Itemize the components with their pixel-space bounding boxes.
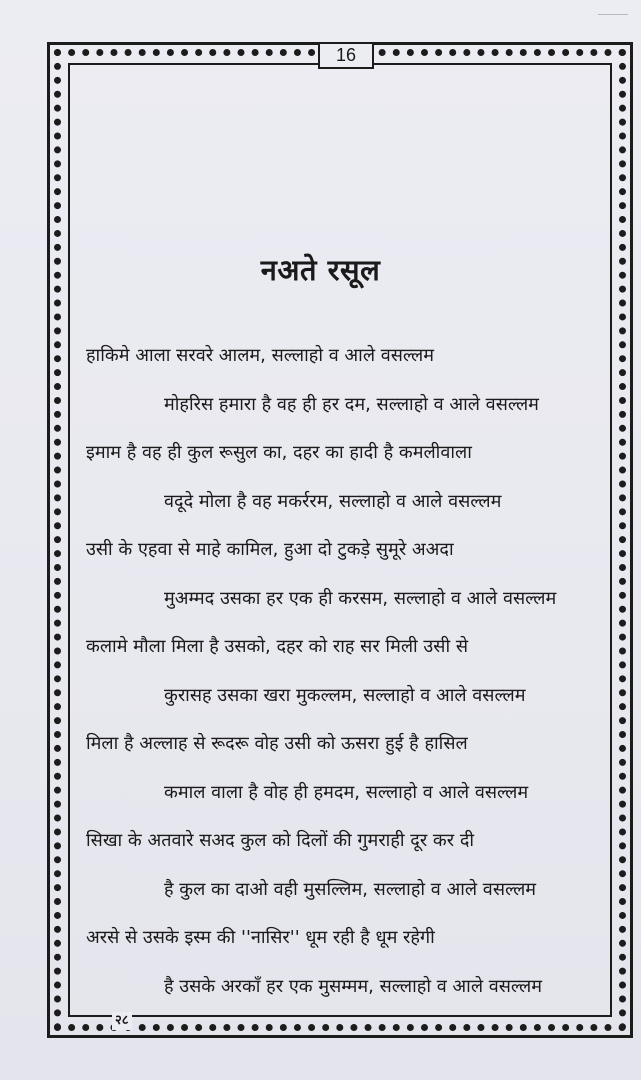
poem-verses	[86, 332, 611, 1011]
verse-line: अरसे से उसके इस्म की ''नासिर'' धूम रही है धूम रहेगी	[86, 927, 435, 948]
verse-line: कमाल वाला है वोह ही हमदम, सल्लाहो व आले वसल्लम	[164, 781, 529, 803]
verse-line: कुरासह उसका खरा मुकल्लम, सल्लाहो व आले वसल्लम	[164, 684, 526, 706]
verse-line: सिखा के अतवारे सअद कुल को दिलों की गुमराही दूर कर दी	[86, 830, 475, 851]
verse-line: कलामे मौला मिला है उसको, दहर को राह सर मिली उसी से	[86, 636, 469, 657]
scan-mark	[598, 14, 628, 15]
verse-line: वदूदे मोला है वह मकर्ररम, सल्लाहो व आले वसल्लम	[164, 490, 502, 512]
page-number: 16	[318, 42, 374, 69]
verse-line: इमाम है वह ही कुल रूसुल का, दहर का हादी है कमलीवाला	[86, 442, 472, 463]
verse-line: है कुल का दाओ वही मुसल्लिम, सल्लाहो व आले वसल्लम	[164, 878, 537, 900]
verse-line: मिला है अल्लाह से रूदरू वोह उसी को ऊसरा हुई है हासिल	[86, 733, 468, 754]
verse-line: हाकिमे आला सरवरे आलम, सल्लाहो व आले वसल्लम	[86, 345, 435, 366]
verse-line: है उसके अरकाँ हर एक मुसम्मम, सल्लाहो व आले वसल्लम	[164, 975, 543, 997]
verse-line: मुअम्मद उसका हर एक ही करसम, सल्लाहो व आले वसल्लम	[164, 587, 557, 609]
poem-title: नअते रसूल	[260, 253, 381, 287]
bottom-page-mark: २८	[112, 1012, 132, 1030]
verse-line: उसी के एहवा से माहे कामिल, हुआ दो टुकड़े सुमूरे अअदा	[86, 539, 454, 560]
verse-line: मोहरिस हमारा है वह ही हर दम, सल्लाहो व आले वसल्लम	[164, 393, 539, 415]
